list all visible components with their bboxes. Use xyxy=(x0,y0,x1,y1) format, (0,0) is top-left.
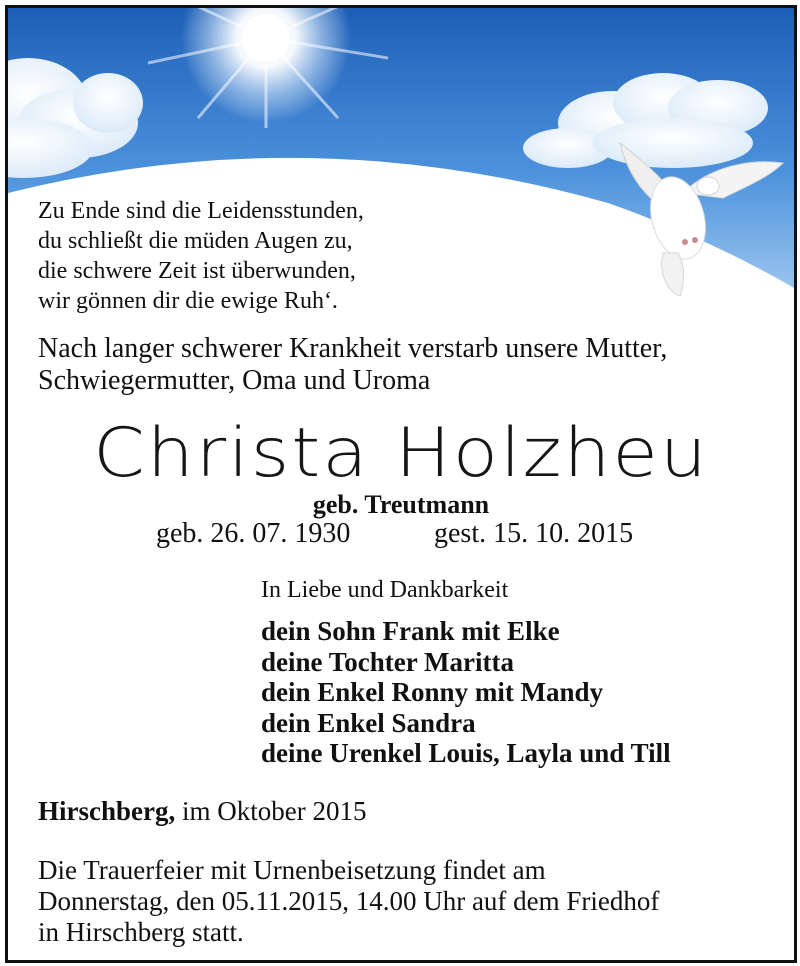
mourners-list xyxy=(261,616,671,769)
poem-line: die schwere Zeit ist überwunden, xyxy=(38,258,356,284)
funeral-line: Donnerstag, den 05.11.2015, 14.00 Uhr auf dem Friedhof xyxy=(38,886,660,916)
mourner-entry: dein Enkel Sandra xyxy=(261,707,476,738)
place-name: Hirschberg, xyxy=(38,796,176,826)
poem-line: du schließt die müden Augen zu, xyxy=(38,228,353,254)
poem-line: Zu Ende sind die Leidensstunden, xyxy=(38,198,364,224)
announcement-line: Nach langer schwerer Krankheit verstarb unsere Mutter, xyxy=(38,333,668,364)
poem xyxy=(38,196,364,316)
place-and-date xyxy=(38,795,366,827)
deceased-name: Christa Holzheu xyxy=(93,413,709,493)
birth-date: geb. 26. 07. 1930 xyxy=(156,518,351,549)
mourner-entry: dein Enkel Ronny mit Mandy xyxy=(261,677,604,707)
mourner-entry: deine Urenkel Louis, Layla und Till xyxy=(261,738,671,768)
obituary-card xyxy=(5,5,797,963)
death-date: gest. 15. 10. 2015 xyxy=(434,518,634,549)
place-date: im Oktober 2015 xyxy=(175,796,367,826)
funeral-line: Die Trauerfeier mit Urnenbeisetzung findet am xyxy=(38,855,546,885)
announcement-line: Schwiegermutter, Oma und Uroma xyxy=(38,365,431,396)
funeral-line: in Hirschberg statt. xyxy=(38,917,244,947)
mourner-entry: deine Tochter Maritta xyxy=(261,646,514,677)
funeral-notice xyxy=(38,855,659,948)
mourners-heading: In Liebe und Dankbarkeit xyxy=(261,577,509,603)
poem-line: wir gönnen dir die ewige Ruh‘. xyxy=(38,288,338,314)
death-announcement xyxy=(38,333,667,397)
mourner-entry: dein Sohn Frank mit Elke xyxy=(261,616,560,646)
birth-name: geb. Treutmann xyxy=(312,490,490,519)
